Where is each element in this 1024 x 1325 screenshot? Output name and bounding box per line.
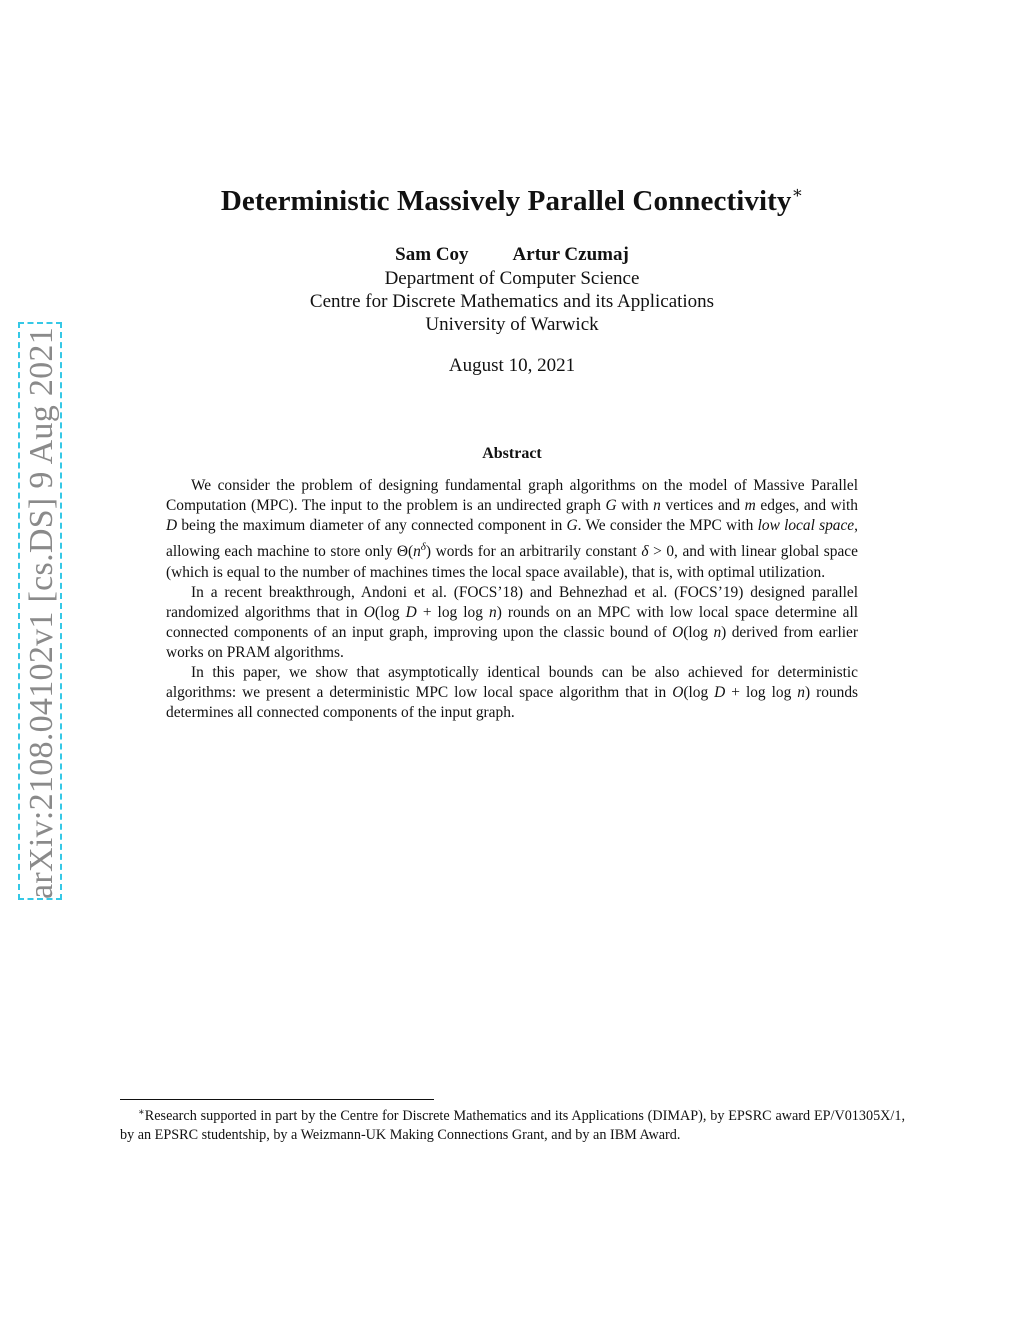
math-var: G: [605, 497, 617, 515]
math-var: D: [405, 603, 417, 621]
text-run: (log: [683, 684, 715, 702]
text-run: > 0, and with linear global space (which is equal to the number of machines times the local space available), that is, with optimal utilization.: [166, 543, 858, 581]
footnote: [120, 1103, 905, 1145]
math-var: m: [744, 497, 756, 515]
text-run: ) rounds determines all connected components of the input graph.: [166, 684, 859, 722]
text-run: (log: [374, 603, 406, 621]
title-footnote-mark: ∗: [791, 183, 804, 202]
arxiv-identifier[interactable]: arXiv:2108.04102v1 [cs.DS] 9 Aug 2021: [23, 326, 60, 900]
author-name: Sam Coy: [395, 244, 469, 265]
text-run: In this paper, we show that asymptotically identical bounds can be also achieved for deterministic algorithms: we present a deterministic MPC low local space algorithm that in: [166, 663, 858, 702]
text-run: (log: [683, 623, 714, 641]
author-name: Artur Czumaj: [512, 244, 629, 265]
paper-date: August 10, 2021: [448, 355, 576, 376]
paper-title: [0, 183, 1024, 218]
text-run: ) words for an arbitrarily constant: [425, 543, 642, 561]
text-run: + log log: [725, 684, 798, 702]
footnote-body: Research supported in part by the Centre for Discrete Mathematics and its Applications (DIMAP), by EPSRC award EP/V01305X/1, by an EPSRC studentship, by a Weizmann-UK Making Connections Grant, and by an IBM Award.: [120, 1108, 905, 1144]
affiliation-department: Department of Computer Science: [384, 268, 640, 289]
text-run: , allowing each machine to store only Θ(: [166, 517, 858, 561]
text-run: ) derived from earlier works on PRAM algorithms.: [166, 623, 858, 661]
math-var: δ: [420, 541, 426, 554]
abstract-paragraph-1: [166, 476, 858, 583]
abstract-heading: Abstract: [482, 445, 542, 462]
math-var: n: [413, 543, 421, 561]
paper-title-text: Deterministic Massively Parallel Connectivity: [220, 185, 792, 217]
math-var: n: [653, 497, 661, 515]
math-var: n: [713, 623, 722, 641]
arxiv-stamp[interactable]: [18, 322, 62, 900]
math-var: D: [166, 517, 178, 535]
math-var: D: [714, 684, 726, 702]
author-list: [0, 244, 1024, 266]
text-run: + log log: [416, 603, 489, 621]
footnote-mark: ∗: [138, 1107, 145, 1118]
abstract-paragraph-3: [166, 663, 858, 723]
text-run: vertices and: [660, 497, 745, 515]
affiliation-centre: Centre for Discrete Mathematics and its Applications: [309, 291, 715, 312]
math-var: O: [672, 623, 684, 641]
text-run: ) rounds on an MPC with low local space determine all connected components of an input graph, improving upon the classic bound of: [166, 603, 859, 641]
math-var: O: [363, 603, 375, 621]
footnote-text: [120, 1103, 905, 1145]
text-run: being the maximum diameter of any connected component in: [177, 517, 567, 535]
math-var: G: [566, 517, 578, 535]
math-var: n: [797, 684, 805, 702]
text-run: with: [616, 497, 654, 515]
abstract-paragraph-2: [166, 583, 858, 663]
affiliation-university: University of Warwick: [425, 314, 599, 335]
math-var: n: [488, 603, 497, 621]
text-run: . We consider the MPC with: [577, 517, 758, 535]
text-run: In a recent breakthrough, Andoni et al. (FOCS’18) and Behnezhad et al. (FOCS’19) designed parallel randomized algorithms that in: [166, 583, 858, 621]
text-run: edges, and with: [755, 497, 858, 515]
footnote-divider: [120, 1099, 434, 1100]
abstract-body: [166, 476, 858, 723]
math-var: O: [672, 684, 684, 702]
math-var: δ: [641, 543, 649, 561]
text-run: We consider the problem of designing fundamental graph algorithms on the model of Massive Parallel Computation (MPC). The input to the problem is an undirected graph: [166, 477, 858, 515]
emphasis-text: low local space: [757, 517, 855, 535]
